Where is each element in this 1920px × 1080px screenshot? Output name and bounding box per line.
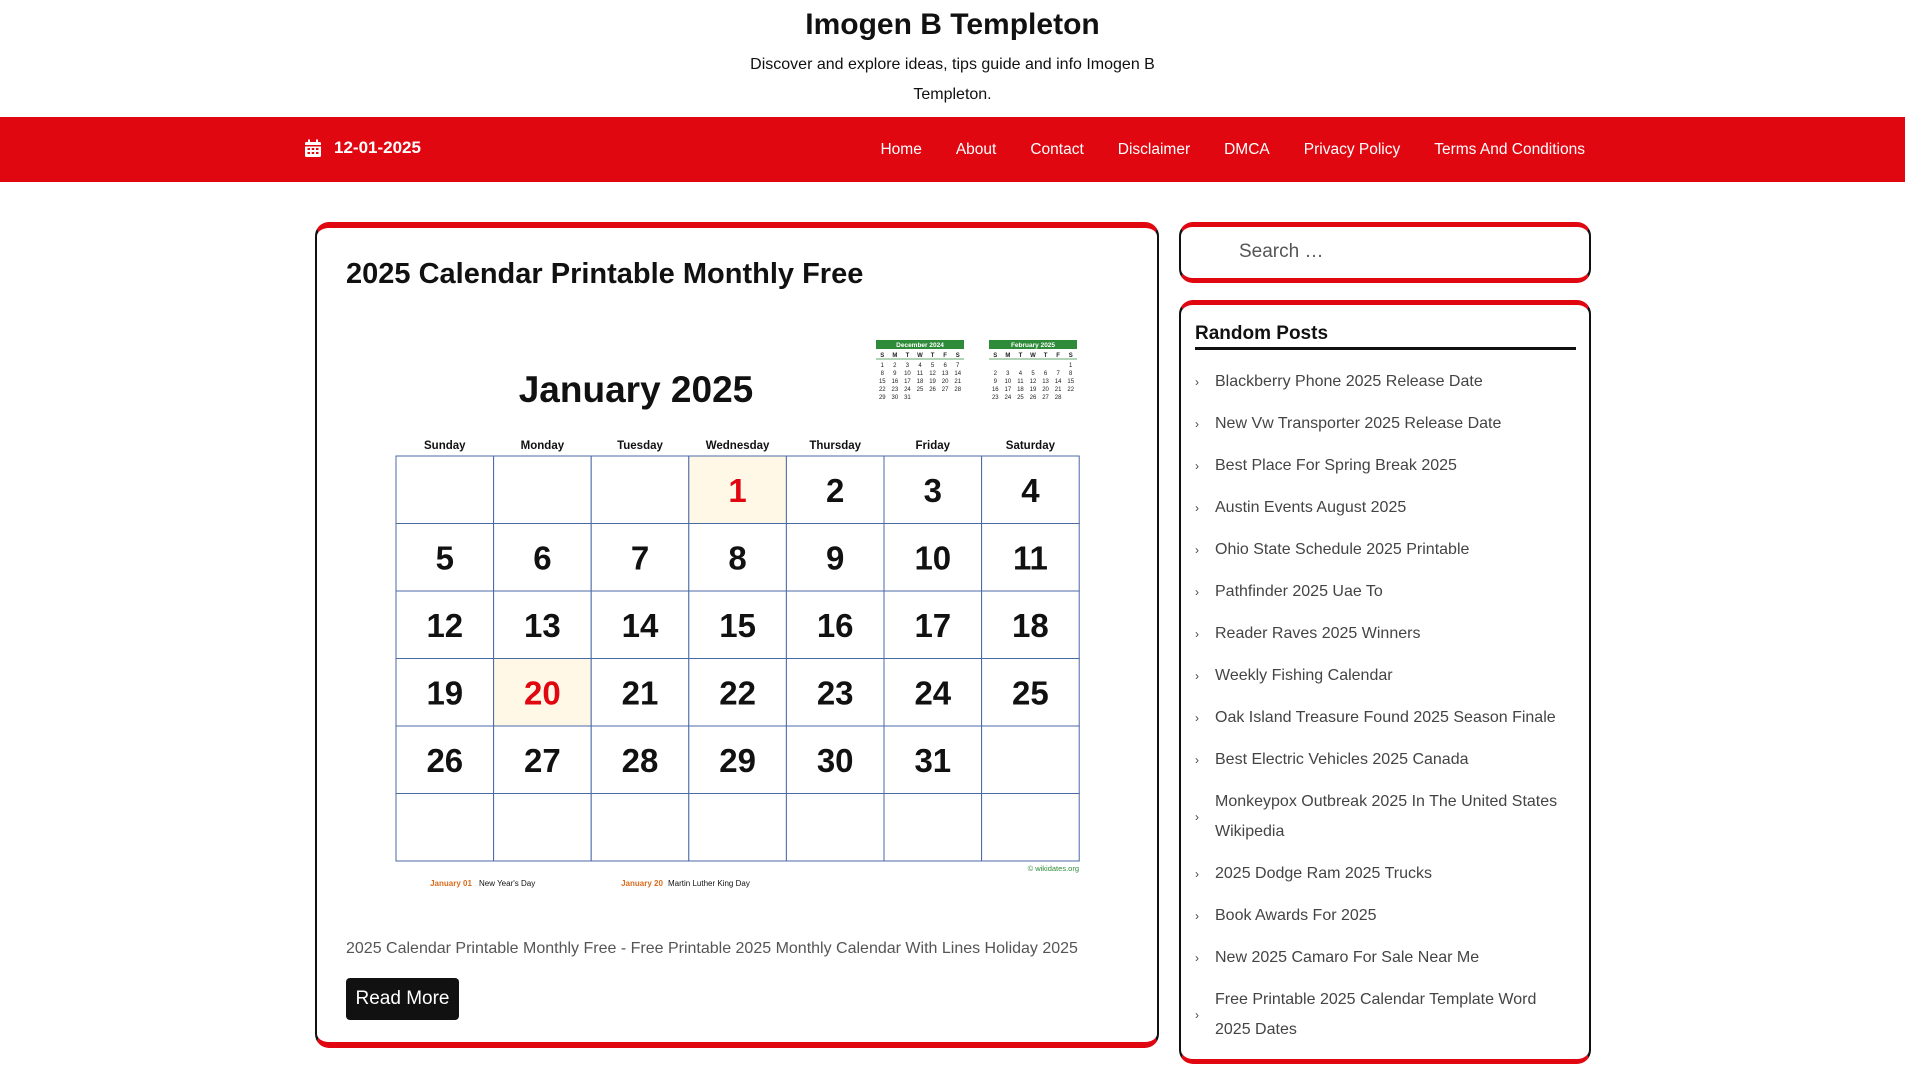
list-item[interactable] — [1195, 787, 1576, 847]
mini-calendar-prev-day: 14 — [954, 371, 962, 377]
calendar-day-number: 26 — [426, 741, 464, 779]
random-post-link[interactable]: Best Place For Spring Break 2025 — [1215, 457, 1457, 474]
random-post-link[interactable]: Ohio State Schedule 2025 Printable — [1215, 541, 1470, 558]
mini-calendar-prev-title: December 2024 — [896, 342, 944, 349]
chevron-right-icon: › — [1195, 459, 1199, 473]
mini-calendar-next-day: 5 — [1031, 371, 1035, 377]
mini-calendar-next-weekday: S — [1068, 353, 1073, 359]
mini-calendar-next-day: 11 — [1017, 379, 1024, 385]
mini-calendar-next-day: 9 — [993, 379, 997, 385]
chevron-right-icon: › — [1195, 585, 1199, 599]
calendar-day-number: 12 — [426, 606, 464, 644]
mini-calendar-next-day: 22 — [1067, 387, 1075, 393]
mini-calendar-prev-day: 8 — [880, 371, 884, 377]
calendar-weekday-tuesday: Tuesday — [617, 440, 663, 452]
mini-calendar-prev-weekday: T — [930, 353, 935, 359]
calendar-month-title: January 2025 — [518, 369, 754, 410]
mini-calendar-next-day: 23 — [991, 395, 999, 401]
mini-calendar-prev-day: 2 — [893, 363, 897, 369]
calendar-day-cell — [982, 794, 1080, 862]
random-post-link[interactable]: Oak Island Treasure Found 2025 Season Finale — [1215, 709, 1556, 726]
search-widget — [1179, 222, 1591, 283]
mini-calendar-next-day: 13 — [1042, 379, 1049, 385]
chevron-right-icon: › — [1195, 1008, 1199, 1022]
current-date — [304, 138, 421, 158]
list-item[interactable] — [1195, 535, 1576, 565]
chevron-right-icon: › — [1195, 501, 1199, 515]
calendar-day-number: 27 — [524, 741, 561, 779]
list-item[interactable] — [1195, 901, 1576, 931]
holiday-name-2: Martin Luther King Day — [668, 879, 750, 888]
main-navbar — [0, 117, 1905, 182]
calendar-day-number: 22 — [719, 674, 756, 712]
calendar-day-number: 13 — [524, 606, 561, 644]
calendar-day-number: 28 — [621, 741, 659, 779]
post-image-calendar[interactable] — [346, 338, 1131, 898]
calendar-day-cell — [396, 794, 494, 862]
chevron-right-icon: › — [1195, 417, 1199, 431]
mini-calendar-next-title: February 2025 — [1010, 342, 1056, 349]
mini-calendar-next-day: 25 — [1017, 395, 1024, 401]
calendar-day-number: 30 — [816, 741, 854, 779]
mini-calendar-prev-day: 6 — [943, 363, 947, 369]
mini-calendar-next-day: 20 — [1042, 387, 1049, 393]
mini-calendar-next-day: 18 — [1017, 387, 1024, 393]
mini-calendar-next-day: 16 — [991, 387, 999, 393]
mini-calendar-prev-day: 9 — [893, 371, 897, 377]
mini-calendar-next-day: 19 — [1029, 387, 1037, 393]
mini-calendar-prev-day: 19 — [929, 379, 936, 385]
random-posts-widget — [1179, 300, 1591, 1064]
list-item[interactable] — [1195, 985, 1576, 1045]
mini-calendar-prev-day: 31 — [904, 395, 911, 401]
mini-calendar-next-day: 2 — [993, 371, 997, 377]
calendar-day-number: 1 — [728, 471, 747, 509]
calendar-day-number: 4 — [1021, 471, 1040, 509]
nav-link-privacy-policy[interactable]: Privacy Policy — [1303, 140, 1401, 158]
calendar-weekday-friday: Friday — [915, 440, 951, 452]
search-input[interactable] — [1239, 237, 1559, 267]
calendar-weekday-saturday: Saturday — [1005, 440, 1056, 452]
mini-calendar-prev-day: 27 — [941, 387, 949, 393]
random-post-link[interactable]: 2025 Dodge Ram 2025 Trucks — [1215, 865, 1433, 882]
mini-calendar-prev-day: 25 — [916, 387, 924, 393]
calendar-day-number: 20 — [524, 674, 561, 712]
mini-calendar-next-weekday: F — [1056, 353, 1060, 359]
random-post-link[interactable]: Pathfinder 2025 Uae To — [1215, 583, 1383, 600]
mini-calendar-prev-day: 3 — [905, 363, 910, 369]
calendar-day-cell — [591, 456, 689, 524]
random-posts-list — [1195, 367, 1576, 1057]
list-item[interactable] — [1195, 577, 1576, 607]
mini-calendar-next-day: 3 — [1006, 371, 1010, 377]
post-title[interactable]: 2025 Calendar Printable Monthly Free — [346, 258, 864, 290]
list-item[interactable] — [1195, 943, 1576, 973]
calendar-day-number: 19 — [426, 674, 464, 712]
random-post-link[interactable]: Book Awards For 2025 — [1215, 907, 1377, 924]
chevron-right-icon: › — [1195, 669, 1199, 683]
calendar-day-number: 17 — [914, 606, 952, 644]
calendar-day-number: 18 — [1012, 606, 1049, 644]
mini-calendar-prev-weekday: W — [917, 353, 923, 359]
mini-calendar-next-day: 12 — [1029, 379, 1037, 385]
chevron-right-icon: › — [1195, 951, 1199, 965]
mini-calendar-prev-day: 1 — [880, 363, 884, 369]
mini-calendar-prev-weekday: T — [905, 353, 910, 359]
mini-calendar-prev-weekday: M — [892, 353, 898, 359]
mini-calendar-next-weekday: S — [993, 353, 998, 359]
calendar-day-cell — [786, 794, 884, 862]
nav-menu — [846, 117, 1585, 182]
list-item[interactable] — [1195, 703, 1576, 733]
mini-calendar-next-day: 10 — [1004, 379, 1012, 385]
mini-calendar-prev-day: 22 — [878, 387, 886, 393]
widget-title: Random Posts — [1195, 323, 1576, 350]
mini-calendar-next-day: 27 — [1042, 395, 1049, 401]
list-item[interactable] — [1195, 859, 1576, 889]
list-item[interactable] — [1195, 493, 1576, 523]
calendar-day-cell — [396, 456, 494, 524]
mini-calendar-prev-day: 28 — [954, 387, 962, 393]
mini-calendar-prev-weekday: S — [955, 353, 960, 359]
calendar-day-cell — [982, 726, 1080, 794]
date-text: 12-01-2025 — [334, 138, 421, 157]
site-title[interactable]: Imogen B Templeton — [805, 8, 1100, 41]
calendar-day-number: 14 — [621, 606, 659, 644]
calendar-day-number: 8 — [728, 539, 747, 577]
nav-link-terms-and-conditions[interactable]: Terms And Conditions — [1434, 140, 1585, 158]
mini-calendar-prev-day: 15 — [878, 379, 886, 385]
mini-calendar-next-day: 6 — [1043, 371, 1048, 377]
calendar-day-cell — [494, 456, 592, 524]
mini-calendar-next-weekday: W — [1030, 353, 1036, 359]
holiday-date-2: January 20 — [621, 879, 663, 888]
mini-calendar-next-day: 8 — [1069, 371, 1073, 377]
calendar-day-cell — [689, 794, 787, 862]
mini-calendar-next-day: 15 — [1067, 379, 1075, 385]
random-post-link[interactable]: Monkeypox Outbreak 2025 In The United States Wikipedia — [1215, 793, 1558, 840]
mini-calendar-prev-day: 13 — [941, 371, 949, 377]
calendar-day-number: 29 — [719, 741, 756, 779]
calendar-day-number: 5 — [435, 539, 454, 577]
calendar-credit: © wikidates.org — [1027, 864, 1079, 873]
nav-link-contact[interactable]: Contact — [1030, 140, 1084, 158]
calendar-weekday-thursday: Thursday — [809, 440, 862, 452]
calendar-day-number: 7 — [630, 539, 650, 577]
random-post-link[interactable]: Weekly Fishing Calendar — [1215, 667, 1393, 684]
mini-calendar-next-day: 7 — [1056, 371, 1060, 377]
calendar-day-number: 24 — [914, 674, 952, 712]
calendar-day-number: 25 — [1012, 674, 1049, 712]
calendar-day-number: 21 — [621, 674, 659, 712]
chevron-right-icon: › — [1195, 867, 1199, 881]
calendar-day-number: 16 — [816, 606, 854, 644]
mini-calendar-prev-day: 5 — [930, 363, 935, 369]
calendar-day-cell — [591, 794, 689, 862]
random-post-link[interactable]: Blackberry Phone 2025 Release Date — [1215, 373, 1483, 390]
mini-calendar-next-weekday: T — [1018, 353, 1023, 359]
post-excerpt: 2025 Calendar Printable Monthly Free - Free Printable 2025 Monthly Calendar With Lines Holiday 2025 — [346, 940, 1078, 957]
list-item[interactable] — [1195, 619, 1576, 649]
random-post-link[interactable]: New 2025 Camaro For Sale Near Me — [1215, 949, 1480, 966]
site-header — [0, 0, 1905, 117]
mini-calendar-prev-day: 29 — [878, 395, 886, 401]
holiday-date-1: January 01 — [430, 879, 472, 888]
mini-calendar-prev-day: 12 — [929, 371, 936, 377]
holiday-name-1: New Year's Day — [479, 879, 536, 888]
chevron-right-icon: › — [1195, 909, 1199, 923]
mini-calendar-prev-day: 24 — [904, 387, 911, 393]
list-item[interactable] — [1195, 451, 1576, 481]
mini-calendar-next-day: 26 — [1029, 395, 1037, 401]
calendar-day-number: 10 — [914, 539, 952, 577]
calendar-day-cell — [884, 794, 982, 862]
mini-calendar-next-day: 24 — [1004, 395, 1012, 401]
site-description: Discover and explore ideas, tips guide and info Imogen B Templeton. — [750, 56, 1155, 103]
mini-calendar-prev-day: 4 — [918, 363, 922, 369]
mini-calendar-prev-day: 16 — [891, 379, 899, 385]
mini-calendar-prev-day: 23 — [891, 387, 899, 393]
random-post-link[interactable]: New Vw Transporter 2025 Release Date — [1215, 415, 1502, 432]
mini-calendar-prev-day: 17 — [904, 379, 911, 385]
random-post-link[interactable]: Austin Events August 2025 — [1215, 499, 1407, 516]
random-post-link[interactable]: Best Electric Vehicles 2025 Canada — [1215, 751, 1469, 768]
nav-link-dmca[interactable]: DMCA — [1224, 140, 1270, 158]
read-more-button[interactable]: Read More — [346, 978, 459, 1020]
post-card — [315, 222, 1159, 1048]
mini-calendar-prev-day: 7 — [956, 363, 960, 369]
mini-calendar-prev-day: 26 — [929, 387, 936, 393]
nav-link-about[interactable]: About — [955, 140, 997, 158]
calendar-day-number: 6 — [533, 539, 552, 577]
mini-calendar-prev-day: 30 — [891, 395, 899, 401]
calendar-day-number: 15 — [719, 606, 756, 644]
chevron-right-icon: › — [1195, 810, 1199, 824]
calendar-day-cell — [494, 794, 592, 862]
nav-link-home[interactable]: Home — [880, 140, 922, 158]
calendar-icon — [304, 139, 322, 158]
mini-calendar-prev-weekday: F — [943, 353, 947, 359]
calendar-day-number: 11 — [1012, 539, 1048, 577]
mini-calendar-prev-day: 18 — [916, 379, 924, 385]
mini-calendar-next-day: 21 — [1054, 387, 1062, 393]
chevron-right-icon: › — [1195, 375, 1199, 389]
mini-calendar-next-day: 14 — [1054, 379, 1062, 385]
calendar-day-number: 9 — [826, 539, 845, 577]
chevron-right-icon: › — [1195, 543, 1199, 557]
calendar-day-number: 23 — [816, 674, 854, 712]
calendar-day-number: 2 — [826, 471, 845, 509]
list-item[interactable] — [1195, 745, 1576, 775]
mini-calendar-prev-day: 11 — [916, 371, 924, 377]
calendar-day-number: 31 — [914, 741, 952, 779]
random-post-link[interactable]: Free Printable 2025 Calendar Template Word 2025 Dates — [1215, 991, 1537, 1038]
calendar-weekday-monday: Monday — [520, 440, 565, 452]
list-item[interactable] — [1195, 661, 1576, 691]
calendar-day-number: 3 — [923, 471, 942, 509]
mini-calendar-next-weekday: M — [1005, 353, 1011, 359]
list-item[interactable] — [1195, 409, 1576, 439]
chevron-right-icon: › — [1195, 711, 1199, 725]
mini-calendar-prev-weekday: S — [880, 353, 885, 359]
list-item[interactable] — [1195, 367, 1576, 397]
mini-calendar-next-day: 1 — [1069, 363, 1073, 369]
random-post-link[interactable]: Reader Raves 2025 Winners — [1215, 625, 1421, 642]
nav-link-disclaimer[interactable]: Disclaimer — [1117, 140, 1191, 158]
mini-calendar-next-day: 4 — [1018, 371, 1023, 377]
mini-calendar-prev-day: 20 — [941, 379, 949, 385]
mini-calendar-next-day: 17 — [1004, 387, 1012, 393]
mini-calendar-next-day: 28 — [1054, 395, 1062, 401]
mini-calendar-next-weekday: T — [1043, 353, 1048, 359]
calendar-weekday-sunday: Sunday — [424, 440, 466, 452]
mini-calendar-prev-day: 21 — [954, 379, 962, 385]
calendar-weekday-wednesday: Wednesday — [705, 440, 770, 452]
chevron-right-icon: › — [1195, 753, 1199, 767]
chevron-right-icon: › — [1195, 627, 1199, 641]
mini-calendar-prev-day: 10 — [904, 371, 911, 377]
